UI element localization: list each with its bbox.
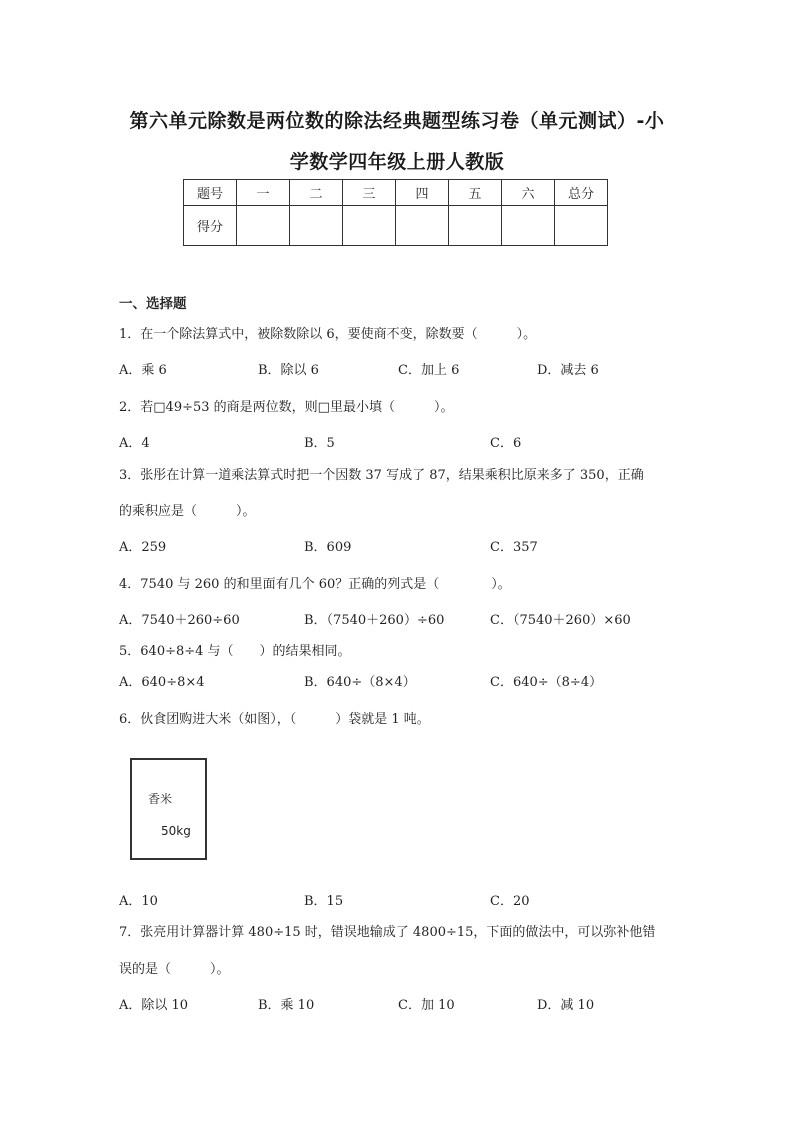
score-input-cell[interactable] (290, 206, 343, 246)
score-header-cell: 六 (502, 180, 555, 206)
option-b: B．乘 10 (258, 998, 315, 1013)
question-text: 5．640÷8÷4 与（ ）的结果相同。 (119, 644, 351, 659)
option-a: A．乘 6 (119, 363, 167, 378)
score-input-cell[interactable] (449, 206, 502, 246)
page-title-line-1: 第六单元除数是两位数的除法经典题型练习卷（单元测试）-小 (129, 110, 665, 132)
score-header-cell: 总分 (555, 180, 608, 206)
option-c: C．加 10 (398, 998, 455, 1013)
score-header-cell: 二 (290, 180, 343, 206)
score-header-cell: 一 (237, 180, 290, 206)
option-b: B．5 (304, 436, 335, 451)
question-text-cont: 误的是（ ）。 (119, 962, 230, 977)
option-b: B．除以 6 (258, 363, 319, 378)
score-table (183, 179, 608, 246)
question-text: 6．伙食团购进大米（如图），（ ）袋就是 1 吨。 (119, 712, 430, 727)
score-input-cell[interactable] (343, 206, 396, 246)
option-a: A．除以 10 (119, 998, 189, 1013)
option-d: D．减去 6 (537, 363, 599, 378)
score-input-cell[interactable] (555, 206, 608, 246)
question-text: 7．张亮用计算器计算 480÷15 时，错误地输成了 4800÷15，下面的做法中，可以弥补他错 (119, 925, 656, 940)
question-text-cont: 的乘积应是（ ）。 (119, 504, 256, 519)
option-c: C．357 (490, 540, 538, 555)
score-row-label: 得分 (184, 206, 237, 246)
option-d: D．减 10 (537, 998, 595, 1013)
option-c: C．（7540＋260）×60 (490, 613, 631, 628)
page-title-line-2: 学数学四年级上册人教版 (289, 151, 505, 173)
option-b: B．15 (304, 894, 344, 909)
option-c: C．6 (490, 436, 522, 451)
score-header-cell: 题号 (184, 180, 237, 206)
score-header-cell: 五 (449, 180, 502, 206)
question-text: 1．在一个除法算式中，被除数除以 6，要使商不变，除数要（ ）。 (119, 327, 537, 342)
section-heading: 一、选择题 (119, 296, 187, 312)
option-c: C．640÷（8÷4） (490, 675, 603, 690)
option-b: B．（7540＋260）÷60 (304, 613, 445, 628)
option-c: C．加上 6 (398, 363, 460, 378)
rice-bag-figure (130, 758, 207, 860)
option-a: A．4 (119, 436, 150, 451)
rice-bag-weight: 50kg (161, 824, 191, 838)
question-text: 4．7540 与 260 的和里面有几个 60？正确的列式是（ ）。 (119, 577, 511, 592)
score-input-cell[interactable] (396, 206, 449, 246)
score-input-cell[interactable] (237, 206, 290, 246)
option-a: A．259 (119, 540, 167, 555)
option-b: B．640÷（8×4） (304, 675, 416, 690)
option-a: A．640÷8×4 (119, 675, 205, 690)
option-c: C．20 (490, 894, 530, 909)
score-header-cell: 四 (396, 180, 449, 206)
score-input-cell[interactable] (502, 206, 555, 246)
question-text: 2．若□49÷53 的商是两位数，则□里最小填（ ）。 (119, 400, 454, 415)
rice-bag-label: 香米 (148, 792, 173, 806)
question-text: 3．张彤在计算一道乘法算式时把一个因数 37 写成了 87，结果乘积比原来多了 350，正确 (119, 468, 644, 483)
option-a: A．10 (119, 894, 158, 909)
score-header-cell: 三 (343, 180, 396, 206)
option-b: B．609 (304, 540, 352, 555)
option-a: A．7540＋260÷60 (119, 613, 240, 628)
